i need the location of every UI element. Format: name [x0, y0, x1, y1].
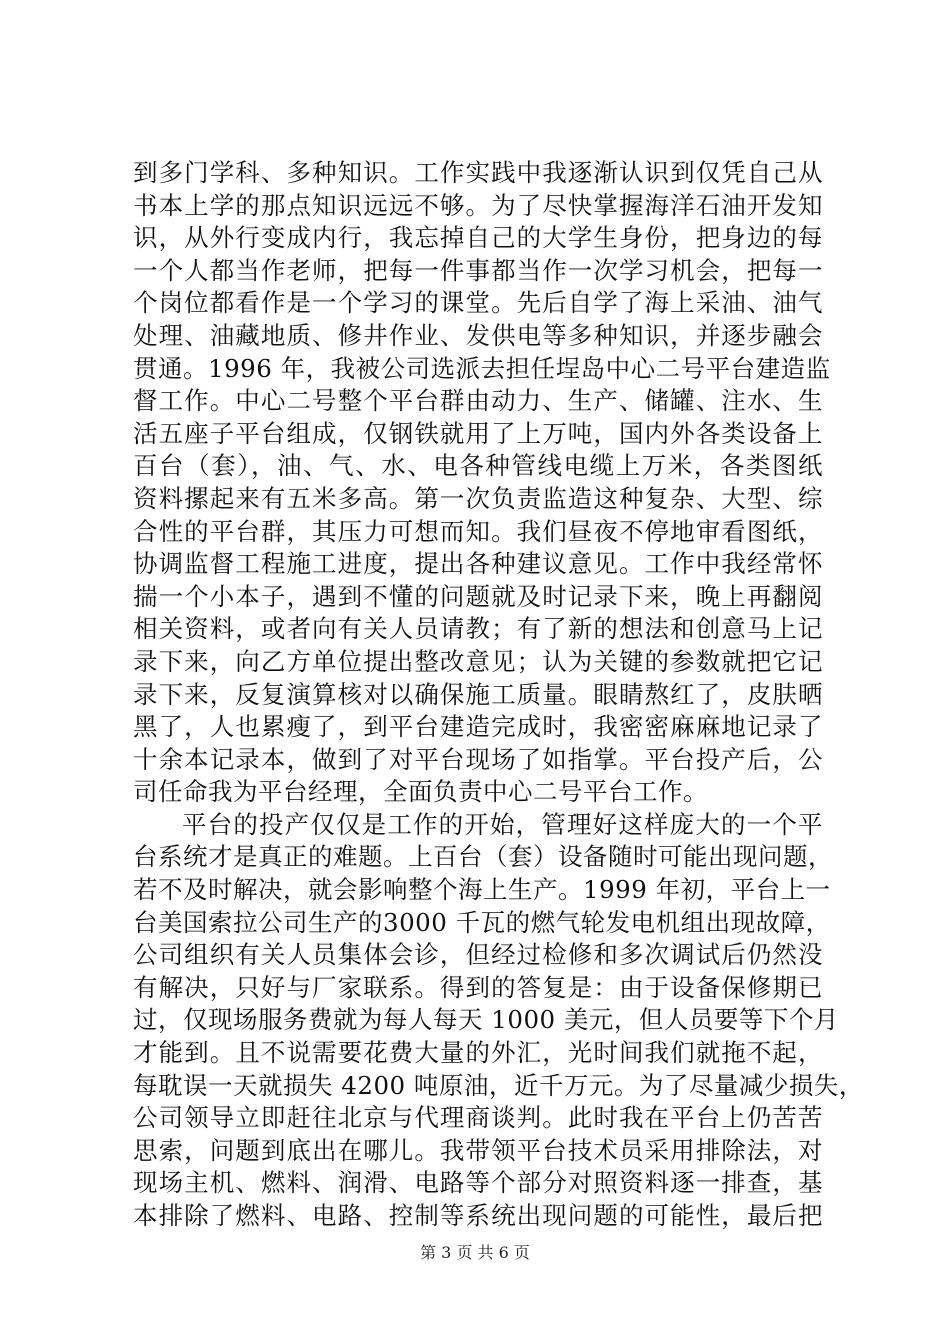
text-line: 台系统才是真正的难题。上百台（套）设备随时可能出现问题，: [133, 842, 833, 872]
text-line: 活五座子平台组成，仅钢铁就用了上万吨，国内外各类设备上: [133, 418, 823, 448]
paragraph: [133, 157, 831, 809]
text-line: 到多门学科、多种知识。工作实践中我逐渐认识到仅凭自己从: [133, 158, 823, 187]
text-line: 揣一个小本子，遇到不懂的问题就及时记录下来，晚上再翻阅: [133, 581, 823, 611]
text-line: 识，从外行变成内行，我忘掉自己的大学生身份，把身边的每: [133, 223, 823, 253]
text-line: 台美国索拉公司生产的3000 千瓦的燃气轮发电机组出现故障，: [133, 907, 831, 937]
text-line: 每耽误一天就损失 4200 吨原油，近千万元。为了尽量减少损失，: [133, 1070, 864, 1100]
text-line: 黑了，人也累瘦了，到平台建造完成时，我密密麻麻地记录了: [133, 712, 823, 742]
text-line: 资料摞起来有五米多高。第一次负责监造这种复杂、大型、综: [133, 483, 823, 513]
text-line: 过，仅现场服务费就为每人每天 1000 美元，但人员要等下个月: [133, 1005, 839, 1035]
text-line: 相关资料，或者向有关人员请教；有了新的想法和创意马上记: [133, 614, 823, 644]
text-line: 公司领导立即赶往北京与代理商谈判。此时我在平台上仍苦苦: [133, 1103, 823, 1133]
page-footer: 第 3 页 共 6 页: [420, 1243, 530, 1262]
text-line: 十余本记录本，做到了对平台现场了如指掌。平台投产后，公: [133, 744, 823, 774]
text-line: 思索，问题到底出在哪儿。我带领平台技术员采用排除法，对: [133, 1135, 823, 1165]
text-line: 录下来，反复演算核对以确保施工质量。眼睛熬红了，皮肤晒: [133, 679, 823, 709]
text-line: 合性的平台群，其压力可想而知。我们昼夜不停地审看图纸，: [133, 516, 823, 546]
text-line: 有解决，只好与厂家联系。得到的答复是：由于设备保修期已: [133, 972, 823, 1002]
text-line: 本排除了燃料、电路、控制等系统出现问题的可能性，最后把: [133, 1201, 823, 1230]
text-line: 个岗位都看作是一个学习的课堂。先后自学了海上采油、油气: [133, 288, 823, 318]
text-line: 才能到。且不说需要花费大量的外汇，光时间我们就拖不起，: [133, 1038, 823, 1068]
text-line: 平台的投产仅仅是工作的开始，管理好这样庞大的一个平: [182, 809, 823, 839]
text-line: 现场主机、燃料、润滑、电路等个部分对照资料逐一排查，基: [133, 1168, 823, 1198]
text-line: 贯通。1996 年，我被公司选派去担任埕岛中心二号平台建造监: [133, 353, 831, 383]
text-line: 公司组织有关人员集体会诊，但经过检修和多次调试后仍然没: [133, 940, 823, 970]
paragraph: [133, 809, 864, 1233]
text-line: 若不及时解决，就会影响整个海上生产。1999 年初，平台上一: [133, 875, 831, 905]
text-line: 处理、油藏地质、修井作业、发供电等多种知识，并逐步融会: [133, 320, 823, 350]
text-line: 录下来，向乙方单位提出整改意见；认为关键的参数就把它记: [133, 646, 823, 676]
text-line: 书本上学的那点知识远远不够。为了尽快掌握海洋石油开发知: [133, 190, 823, 220]
text-line: 一个人都当作老师，把每一件事都当作一次学习机会，把每一: [133, 255, 823, 285]
body-text: [133, 157, 864, 1233]
text-line: 协调监督工程施工进度，提出各种建议意见。工作中我经常怀: [133, 549, 823, 579]
text-line: 督工作。中心二号整个平台群由动力、生产、储罐、注水、生: [133, 386, 823, 416]
text-line: 司任命我为平台经理，全面负责中心二号平台工作。: [133, 777, 708, 807]
text-line: 百台（套），油、气、水、电各种管线电缆上万米，各类图纸: [133, 451, 823, 481]
